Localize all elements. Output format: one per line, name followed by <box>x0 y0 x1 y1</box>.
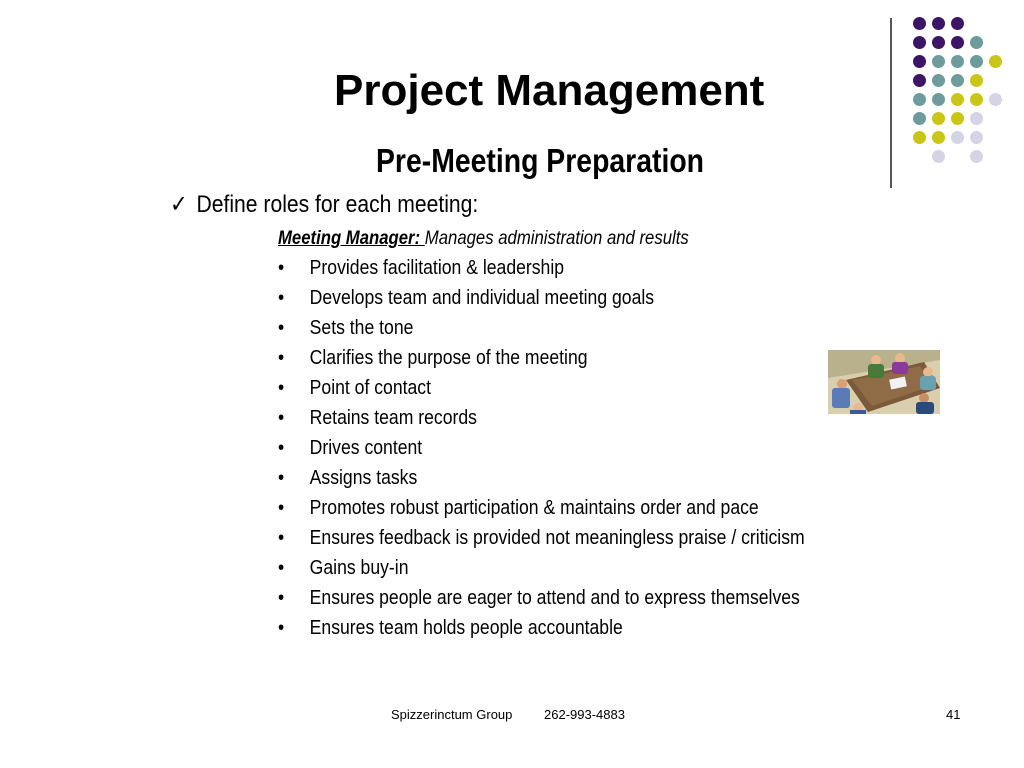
bullet-item <box>278 407 477 430</box>
dot <box>913 17 926 30</box>
footer-phone: 262-993-4883 <box>544 707 625 722</box>
bullet-text: Ensures people are eager to attend and to express themselves <box>309 587 800 609</box>
dot <box>932 93 945 106</box>
bullet-icon: • <box>278 407 285 429</box>
bullet-text: Sets the tone <box>309 317 414 339</box>
dot <box>913 131 926 144</box>
role-line <box>278 228 689 250</box>
check-item <box>170 190 478 219</box>
divider-line <box>890 18 892 188</box>
bullet-icon: • <box>278 317 285 339</box>
role-description: Manages administration and results <box>424 228 689 249</box>
slide-title: Project Management <box>334 66 765 115</box>
dot <box>970 150 983 163</box>
bullet-icon: • <box>278 377 285 399</box>
dot <box>932 74 945 87</box>
slide-subtitle: Pre-Meeting Preparation <box>376 142 705 179</box>
dot <box>951 93 964 106</box>
bullet-text: Point of contact <box>309 377 432 399</box>
checkmark-icon: ✓ <box>170 191 188 218</box>
dot <box>951 131 964 144</box>
bullet-item <box>278 527 805 550</box>
dot <box>951 55 964 68</box>
bullet-text: Gains buy-in <box>309 557 409 579</box>
bullet-text: Promotes robust participation & maintains order and pace <box>309 497 759 519</box>
team-meeting-clipart-icon <box>828 350 940 414</box>
dot <box>970 112 983 125</box>
bullet-icon: • <box>278 467 285 489</box>
bullet-icon: • <box>278 497 285 519</box>
dot <box>989 55 1002 68</box>
dot <box>951 17 964 30</box>
dot <box>970 74 983 87</box>
bullet-item <box>278 317 413 340</box>
bullet-item <box>278 587 800 610</box>
dot <box>932 150 945 163</box>
dot <box>932 112 945 125</box>
role-name: Meeting Manager: <box>278 228 425 249</box>
dot <box>913 36 926 49</box>
bullet-item <box>278 437 422 460</box>
bullet-item <box>278 377 431 400</box>
bullet-text: Provides facilitation & leadership <box>309 257 565 279</box>
dot <box>970 36 983 49</box>
bullet-icon: • <box>278 587 285 609</box>
bullet-item <box>278 497 759 520</box>
bullet-item <box>278 257 564 280</box>
bullet-text: Develops team and individual meeting goals <box>309 287 655 309</box>
bullet-text: Drives content <box>309 437 423 459</box>
bullet-text: Ensures team holds people accountable <box>309 617 623 639</box>
bullet-icon: • <box>278 437 285 459</box>
dot <box>989 93 1002 106</box>
bullet-item <box>278 347 588 370</box>
dot <box>970 131 983 144</box>
dot <box>932 17 945 30</box>
dot <box>932 131 945 144</box>
bullet-icon: • <box>278 557 285 579</box>
page-number: 41 <box>946 707 961 722</box>
dot <box>951 112 964 125</box>
bullet-icon: • <box>278 257 285 279</box>
footer-company: Spizzerinctum Group <box>391 707 513 722</box>
dot <box>913 74 926 87</box>
bullet-icon: • <box>278 287 285 309</box>
bullet-item <box>278 467 417 490</box>
dot <box>970 93 983 106</box>
bullet-icon: • <box>278 527 285 549</box>
bullet-icon: • <box>278 617 285 639</box>
dot <box>970 55 983 68</box>
dot <box>913 55 926 68</box>
bullet-text: Ensures feedback is provided not meaningless praise / criticism <box>309 527 805 549</box>
bullet-icon: • <box>278 347 285 369</box>
bullet-item <box>278 557 408 580</box>
bullet-item <box>278 617 623 640</box>
bullet-text: Assigns tasks <box>309 467 418 489</box>
bullet-text: Clarifies the purpose of the meeting <box>309 347 588 369</box>
dot <box>951 74 964 87</box>
dot <box>951 36 964 49</box>
check-item-text: Define roles for each meeting: <box>196 191 479 218</box>
dot <box>913 112 926 125</box>
bullet-text: Retains team records <box>309 407 477 429</box>
dot <box>913 93 926 106</box>
bullet-item <box>278 287 654 310</box>
dot <box>932 55 945 68</box>
dot <box>932 36 945 49</box>
